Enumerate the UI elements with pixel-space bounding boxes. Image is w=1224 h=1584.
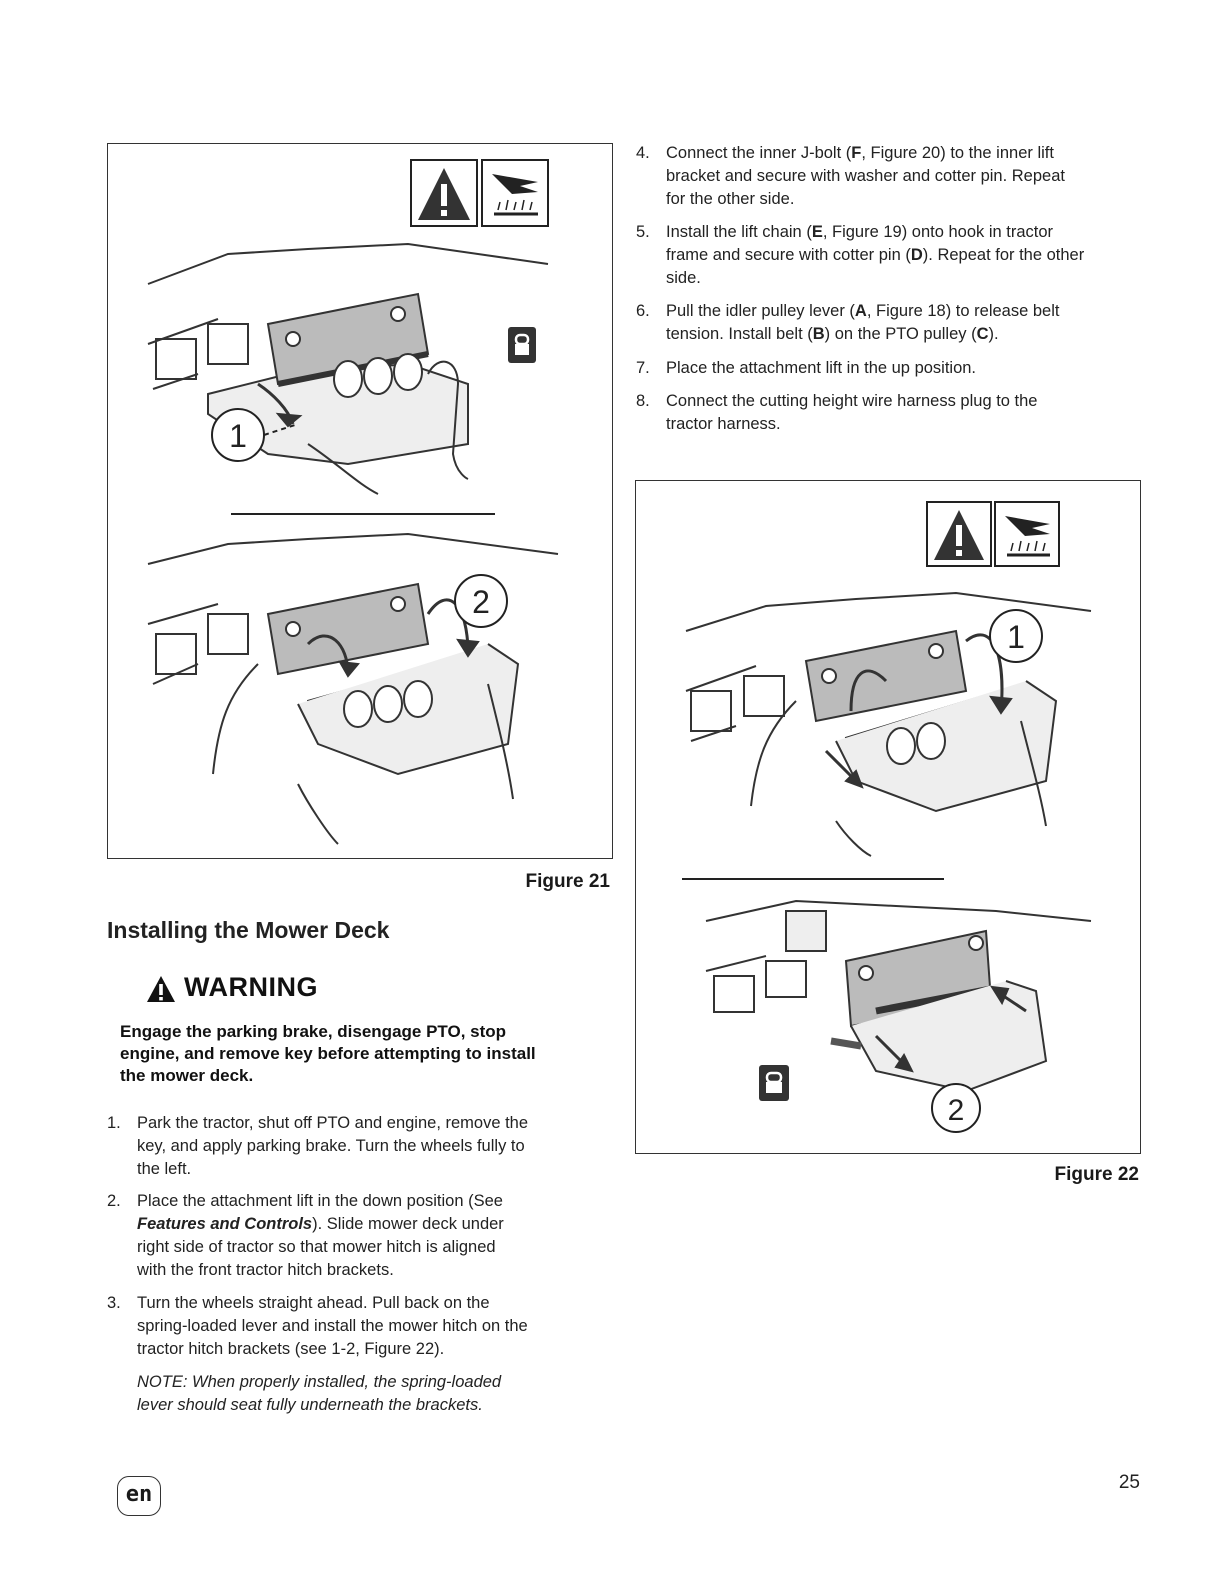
features-and-controls-reference[interactable]: Features and Controls [137, 1215, 313, 1233]
callout-letter: E [811, 223, 823, 241]
step-number: 6. [636, 302, 650, 320]
step-3 [107, 1292, 607, 1362]
step-text [666, 142, 1065, 211]
step-5 [636, 221, 1156, 291]
hitch-bracket-seated-drawing [706, 901, 1091, 1091]
step-number: 2. [107, 1192, 121, 1210]
step-line [666, 142, 1065, 165]
step-4 [636, 142, 1156, 212]
step-number: 8. [636, 392, 650, 410]
step-number: 4. [636, 144, 650, 162]
text-run: Connect the inner J-bolt ( [666, 144, 852, 162]
installation-note [137, 1371, 607, 1417]
step-7 [636, 357, 1156, 381]
text-run: ). [988, 325, 999, 343]
step-text [666, 390, 1037, 436]
text-run: ). Repeat for the other [922, 246, 1085, 264]
step-text [137, 1190, 504, 1282]
step-text [137, 1112, 528, 1181]
step-line: bracket and secure with washer and cotter pin. Repeat [666, 167, 1065, 185]
step-number: 3. [107, 1294, 121, 1312]
step-text: Place the attachment lift in the up position. [666, 359, 977, 377]
step-line: with the front tractor hitch brackets. [137, 1261, 394, 1279]
figure-21-caption: Figure 21 [525, 871, 610, 892]
step-2 [107, 1190, 607, 1285]
callout-letter: B [812, 325, 825, 343]
warning-triangle-icon [146, 975, 176, 1003]
step-line: Turn the wheels straight ahead. Pull back on the [137, 1294, 490, 1312]
warning-triangle-icon [411, 160, 477, 226]
callout-letter: A [854, 302, 867, 320]
hot-surface-hand-icon [482, 160, 548, 226]
warning-text [120, 1021, 600, 1087]
warning-text-line: the mower deck. [120, 1066, 254, 1085]
step-line: Connect the cutting height wire harness plug to the [666, 392, 1038, 410]
step-6 [636, 300, 1156, 348]
figure-22-illustration [636, 481, 1140, 1153]
step-line: tractor hitch brackets (see 1-2, Figure 22). [137, 1340, 445, 1358]
step-line: Place the attachment lift in the down position (See [137, 1192, 503, 1210]
lock-icon [508, 327, 536, 363]
figure-21-callout-2-label: 2 [472, 584, 490, 620]
callout-letter: D [910, 246, 923, 264]
figure-21-frame [107, 143, 613, 859]
step-line-rest: ). Slide mower deck under [312, 1215, 504, 1233]
text-run: tension. Install belt ( [666, 325, 813, 343]
step-line: for the other side. [666, 190, 795, 208]
figure-22-callout-2-label: 2 [947, 1094, 965, 1127]
text-run: frame and secure with cotter pin ( [666, 246, 911, 264]
step-8 [636, 390, 1156, 438]
text-run: ) on the PTO pulley ( [824, 325, 977, 343]
figure-21-callout-2 [455, 575, 507, 627]
figure-22-caption: Figure 22 [1054, 1164, 1139, 1185]
figure-21-callout-1-label: 1 [229, 418, 247, 454]
lock-icon [759, 1065, 789, 1101]
hitch-bracket-top-drawing [148, 244, 548, 494]
callout-letter: F [851, 144, 862, 162]
text-run: , Figure 18) to release belt [866, 302, 1060, 320]
step-line: spring-loaded lever and install the mower hitch on the [137, 1317, 528, 1335]
callout-letter: C [976, 325, 989, 343]
text-run: , Figure 20) to the inner lift [861, 144, 1054, 162]
step-text [666, 300, 1059, 346]
figure-22-frame [635, 480, 1141, 1154]
step-1 [107, 1112, 607, 1182]
step-line: side. [666, 269, 701, 287]
warning-label: WARNING [184, 972, 318, 1002]
warning-text-line: engine, and remove key before attempting to install [120, 1044, 536, 1063]
text-run: Pull the idler pulley lever ( [666, 302, 855, 320]
step-number: 1. [107, 1114, 121, 1132]
step-line: key, and apply parking brake. Turn the wheels fully to [137, 1137, 525, 1155]
note-line: NOTE: When properly installed, the spring-loaded [137, 1373, 502, 1391]
step-line: tractor harness. [666, 415, 781, 433]
figure-22-callout-1 [990, 610, 1042, 662]
figure-22-callout-1-label: 1 [1007, 619, 1025, 655]
note-line: lever should seat fully underneath the brackets. [137, 1396, 483, 1414]
step-number: 7. [636, 359, 650, 377]
step-line [666, 244, 1084, 267]
step-text [666, 221, 1084, 290]
section-title: Installing the Mower Deck [107, 917, 390, 943]
step-line: Park the tractor, shut off PTO and engine, remove the [137, 1114, 529, 1132]
step-line [666, 300, 1059, 323]
step-line [666, 221, 1084, 244]
figure-22-callout-2 [932, 1084, 980, 1132]
page-number: 25 [1118, 1472, 1140, 1493]
step-text [137, 1292, 528, 1361]
figure-21-illustration [108, 144, 612, 858]
warning-text-line: Engage the parking brake, disengage PTO, stop [120, 1022, 507, 1041]
step-line [137, 1213, 504, 1236]
step-number: 5. [636, 223, 650, 241]
step-line: right side of tractor so that mower hitch is aligned [137, 1238, 496, 1256]
language-badge: en [117, 1476, 161, 1516]
hot-surface-hand-icon [995, 502, 1059, 566]
warning-triangle-icon [927, 502, 991, 566]
text-run: , Figure 19) onto hook in tractor [822, 223, 1054, 241]
step-line [666, 323, 1059, 346]
text-run: Install the lift chain ( [666, 223, 812, 241]
step-line: the left. [137, 1160, 192, 1178]
